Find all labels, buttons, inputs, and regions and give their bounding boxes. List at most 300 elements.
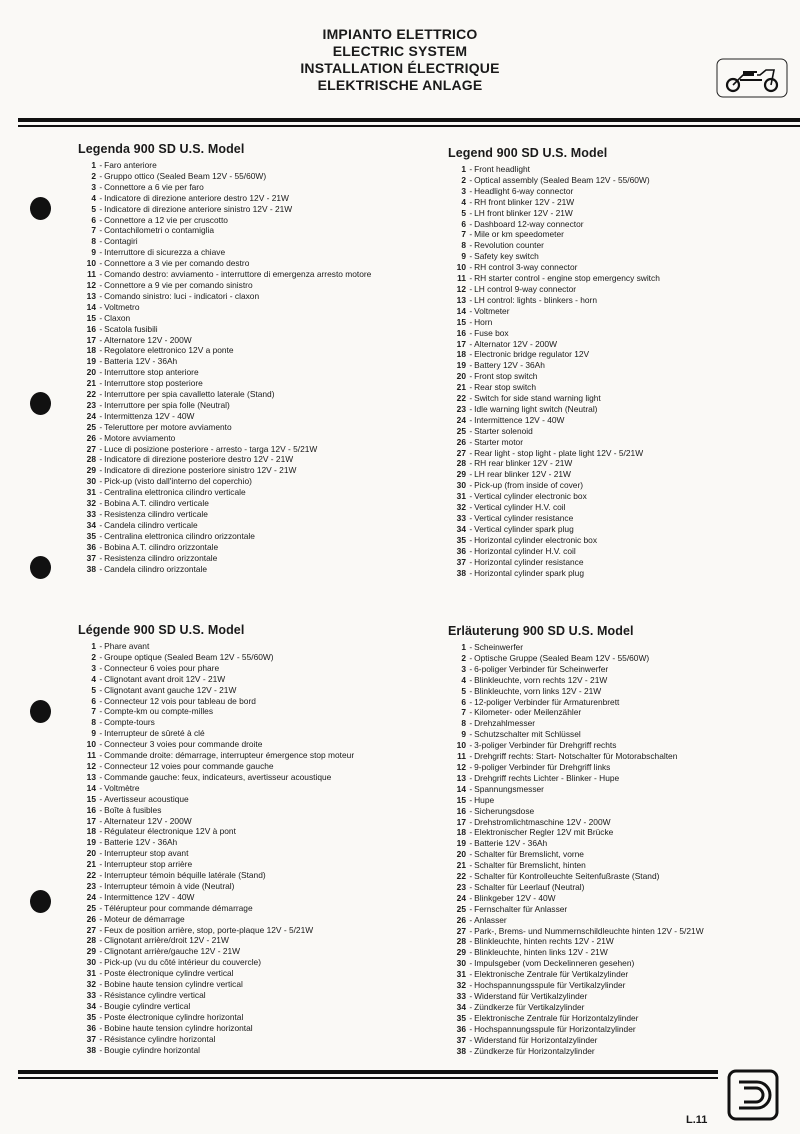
legend-item-label: Schutzschalter mit Schlüssel <box>474 729 581 740</box>
legend-item: 15 - Avertisseur acoustique <box>78 794 354 805</box>
legend-item: 30 - Pick-up (from inside of cover) <box>448 480 660 491</box>
legend-item: 4 - RH front blinker 12V - 21W <box>448 197 660 208</box>
legend-item-number: 29 <box>456 469 466 480</box>
legend-item: 35 - Elektronische Zentrale für Horizontalzylinder <box>448 1013 704 1024</box>
legend-item: 29 - Indicatore di direzione posteriore sinistro 12V - 21W <box>78 465 371 476</box>
legend-item-label: Drehgriff rechts: Start- Notschalter für Motorabschalten <box>474 751 678 762</box>
legend-item-label: Interrupteur de sûreté à clé <box>104 728 205 739</box>
legend-item-label: Front stop switch <box>474 371 538 382</box>
legend-section-italian <box>78 142 371 574</box>
legend-item-label: Drehstromlichtmaschine 12V - 200W <box>474 816 611 827</box>
legend-item-label: Régulateur électronique 12V à pont <box>104 826 236 837</box>
legend-item-number: 8 <box>461 718 466 729</box>
section-title: Legend 900 SD U.S. Model <box>448 146 608 160</box>
legend-item: 17 - Alternateur 12V - 200W <box>78 816 354 827</box>
legend-item: 1 - Phare avant <box>78 641 354 652</box>
legend-item: 12 - LH control 9-way connector <box>448 284 660 295</box>
legend-item: 23 - Idle warning light switch (Neutral) <box>448 404 660 415</box>
legend-item: 25 - Starter solenoid <box>448 426 660 437</box>
legend-item-number: 5 <box>461 207 466 218</box>
title-italian: IMPIANTO ELETTRICO <box>322 26 478 42</box>
legend-item-number: 33 <box>86 990 96 1000</box>
legend-item-number: 11 <box>87 750 96 761</box>
legend-item-number: 13 <box>86 771 96 782</box>
legend-item-label: Rear light - stop light - plate light 12V - 5/21W <box>474 447 644 458</box>
legend-item: 30 - Impulsgeber (vom Deckelinneren gesehen) <box>448 958 704 969</box>
legend-item: 30 - Pick-up (vu du côté intérieur du couvercle) <box>78 957 354 968</box>
legend-item-number: 38 <box>456 567 466 578</box>
legend-item-number: 14 <box>86 301 96 312</box>
legend-item: 30 - Pick-up (visto dall'interno del coperchio) <box>78 476 371 487</box>
legend-item: 11 - Commande droite: démarrage, interrupteur émergence stop moteur <box>78 750 354 761</box>
legend-item: 38 - Candela cilindro orizzontale <box>78 564 371 575</box>
legend-item-number: 16 <box>86 804 96 815</box>
legend-item-number: 35 <box>456 1012 466 1023</box>
legend-item-label: Front headlight <box>474 164 530 174</box>
brand-logo-icon <box>727 1069 779 1121</box>
legend-item-number: 13 <box>456 772 466 783</box>
legend-item: 34 - Bougie cylindre vertical <box>78 1001 354 1012</box>
legend-item-label: Zündkerze für Vertikalzylinder <box>474 1001 585 1012</box>
legend-item-number: 24 <box>86 410 96 421</box>
legend-item: 16 - Boîte à fusibles <box>78 805 354 816</box>
legend-item: 34 - Zündkerze für Vertikalzylinder <box>448 1002 704 1013</box>
legend-item-number: 28 <box>456 458 466 469</box>
legend-item: 14 - Voltmeter <box>448 306 660 317</box>
legend-item-number: 36 <box>456 545 466 556</box>
legend-item-number: 12 <box>86 760 96 771</box>
legend-item-label: Télérupteur pour commande démarrage <box>104 902 253 913</box>
legend-item-label: Blinkleuchte, hinten links 12V - 21W <box>474 947 608 958</box>
legend-item: 20 - Interrupteur stop avant <box>78 848 354 859</box>
section-title: Légende 900 SD U.S. Model <box>78 623 245 637</box>
legend-item-label: Revolution counter <box>474 240 544 251</box>
legend-item-label: Optical assembly (Sealed Beam 12V - 55/60W) <box>474 174 650 185</box>
legend-item-number: 19 <box>456 360 466 371</box>
legend-item-label: Comando sinistro: luci - indicatori - claxon <box>104 290 260 301</box>
legend-item-number: 4 <box>461 196 466 207</box>
legend-item-label: Connecteur 6 voies pour phare <box>104 662 220 673</box>
legend-item-number: 30 <box>456 480 466 491</box>
legend-item-label: Moteur de démarrage <box>104 913 185 924</box>
legend-item-number: 5 <box>461 685 466 696</box>
legend-item-label: Avertisseur acoustique <box>104 793 189 804</box>
legend-item-label: Connettore a 12 vie per cruscotto <box>104 214 228 225</box>
legend-item-label: Connecteur 12 voies pour commande gauche <box>104 760 274 771</box>
legend-item-label: Commande droite: démarrage, interrupteur émergence stop moteur <box>104 750 355 761</box>
legend-item-number: 21 <box>456 860 466 871</box>
legend-item-label: Clignotant arrière/gauche 12V - 21W <box>104 946 241 957</box>
legend-item-label: Blinkleuchte, vorn links 12V - 21W <box>474 685 602 696</box>
legend-item-number: 29 <box>86 465 96 476</box>
legend-item-label: Feux de position arrière, stop, porte-plaque 12V - 5/21W <box>104 924 314 935</box>
legend-item-number: 14 <box>456 305 466 316</box>
legend-item-label: LH rear blinker 12V - 21W <box>474 469 571 480</box>
legend-item-number: 4 <box>461 674 466 685</box>
legend-item-label: Scheinwerfer <box>474 642 524 652</box>
legend-item-label: Bobine haute tension cylindre vertical <box>104 979 243 990</box>
legend-item-number: 11 <box>457 751 466 762</box>
legend-item: 26 - Moteur de démarrage <box>78 914 354 925</box>
legend-section-german <box>448 624 704 1056</box>
legend-item: 25 - Teleruttore per motore avviamento <box>78 422 371 433</box>
legend-item-label: Connettore a 3 vie per comando destro <box>104 258 250 269</box>
legend-item-label: Contagiri <box>104 236 138 247</box>
legend-item-label: Voltmeter <box>474 305 510 316</box>
legend-item-label: Boîte à fusibles <box>104 804 162 815</box>
legend-item-number: 20 <box>456 371 466 382</box>
binder-hole <box>30 890 51 913</box>
legend-item: 38 - Bougie cylindre horizontal <box>78 1045 354 1056</box>
legend-item: 24 - Intermittence 12V - 40W <box>78 892 354 903</box>
legend-item-label: Centralina elettronica cilindro orizzontale <box>104 530 255 541</box>
legend-item-number: 26 <box>86 432 96 443</box>
legend-item: 32 - Bobine haute tension cylindre vertical <box>78 979 354 990</box>
legend-item-number: 34 <box>456 523 466 534</box>
legend-item: 27 - Feux de position arrière, stop, porte-plaque 12V - 5/21W <box>78 925 354 936</box>
legend-item-label: Fernschalter für Anlasser <box>474 903 568 914</box>
legend-item: 12 - Connecteur 12 voies pour commande gauche <box>78 761 354 772</box>
legend-item: 27 - Luce di posizione posteriore - arresto - targa 12V - 5/21W <box>78 444 371 455</box>
legend-item: 6 - 12-poliger Verbinder für Armaturenbrett <box>448 697 704 708</box>
legend-item-number: 4 <box>91 192 96 203</box>
legend-item-number: 3 <box>91 662 96 673</box>
legend-item: 23 - Interrupteur témoin à vide (Neutral) <box>78 881 354 892</box>
legend-item-label: Dashboard 12-way connector <box>474 218 584 229</box>
legend-item-label: Clignotant arrière/droit 12V - 21W <box>104 935 229 946</box>
legend-item: 18 - Electronic bridge regulator 12V <box>448 349 660 360</box>
legend-item-label: Résistance cylindre vertical <box>104 990 206 1000</box>
legend-item-label: Vertical cylinder H.V. coil <box>474 502 566 513</box>
legend-item-label: Drehzahlmesser <box>474 718 536 729</box>
legend-item-label: Groupe optique (Sealed Beam 12V - 55/60W) <box>104 651 274 662</box>
legend-item: 15 - Hupe <box>448 795 704 806</box>
legend-item-number: 24 <box>456 892 466 903</box>
legend-item-number: 33 <box>456 991 466 1001</box>
legend-item-label: Voltmètre <box>104 782 140 793</box>
legend-item: 28 - Clignotant arrière/droit 12V - 21W <box>78 935 354 946</box>
legend-item-number: 11 <box>87 269 96 280</box>
legend-item: 37 - Horizontal cylinder resistance <box>448 557 660 568</box>
legend-item-label: LH control: lights - blinkers - horn <box>474 294 598 305</box>
legend-item: 17 - Drehstromlichtmaschine 12V - 200W <box>448 817 704 828</box>
legend-item: 9 - Interruttore di sicurezza a chiave <box>78 247 371 258</box>
legend-item: 1 - Faro anteriore <box>78 160 371 171</box>
legend-item: 11 - Comando destro: avviamento - interruttore di emergenza arresto motore <box>78 269 371 280</box>
legend-item: 28 - Indicatore di direzione posteriore destro 12V - 21W <box>78 454 371 465</box>
legend-item-number: 12 <box>456 283 466 294</box>
legend-item-label: Gruppo ottico (Sealed Beam 12V - 55/60W) <box>104 170 267 181</box>
legend-item-label: Pick-up (visto dall'interno del coperchio) <box>104 476 252 487</box>
legend-item-number: 20 <box>456 849 466 860</box>
legend-item-label: Motore avviamento <box>104 432 176 443</box>
section-title: Erläuterung 900 SD U.S. Model <box>448 624 634 638</box>
legend-item: 36 - Horizontal cylinder H.V. coil <box>448 546 660 557</box>
legend-item: 8 - Revolution counter <box>448 240 660 251</box>
legend-item: 14 - Voltmetro <box>78 302 371 313</box>
page-header <box>0 26 800 94</box>
legend-item-number: 28 <box>86 935 96 946</box>
legend-item-number: 27 <box>456 447 466 458</box>
legend-item-label: Intermittenza 12V - 40W <box>104 410 195 421</box>
legend-item-number: 24 <box>86 891 96 902</box>
legend-item-label: Intermittence 12V - 40W <box>474 414 565 425</box>
legend-item-label: Interruttore stop posteriore <box>104 378 203 389</box>
legend-item-label: Clignotant avant droit 12V - 21W <box>104 673 226 684</box>
legend-item-label: Interruttore per spia folle (Neutral) <box>104 399 230 410</box>
legend-item: 7 - Mile or km speedometer <box>448 229 660 240</box>
legend-list <box>78 160 371 574</box>
legend-item-label: Centralina elettronica cilindro verticale <box>104 487 246 498</box>
legend-item: 26 - Starter motor <box>448 437 660 448</box>
legend-item-number: 27 <box>86 924 96 935</box>
legend-item: 35 - Centralina elettronica cilindro orizzontale <box>78 531 371 542</box>
legend-item-number: 7 <box>91 225 96 236</box>
legend-item-label: Schalter für Kontrolleuchte Seitenfußraste (Stand) <box>474 871 660 882</box>
legend-item-number: 35 <box>456 534 466 545</box>
legend-item-number: 11 <box>457 273 466 284</box>
legend-item-label: Battery 12V - 36Ah <box>474 360 545 371</box>
legend-item-label: Alternatore 12V - 200W <box>104 334 192 345</box>
binder-hole <box>30 556 51 579</box>
legend-item-label: Commande gauche: feux, indicateurs, avertisseur acoustique <box>104 771 332 782</box>
legend-item-label: Resistenza cilindro verticale <box>104 509 208 519</box>
legend-item-label: Interrupteur témoin béquille latérale (Stand) <box>104 870 266 881</box>
legend-item-number: 22 <box>456 871 466 882</box>
legend-item-label: Schalter für Bremslicht, vorne <box>474 849 584 860</box>
legend-item: 34 - Vertical cylinder spark plug <box>448 524 660 535</box>
legend-item: 36 - Hochspannungsspule für Horizontalzylinder <box>448 1024 704 1035</box>
legend-item-number: 19 <box>86 356 96 367</box>
legend-item-label: Elektronische Zentrale für Vertikalzylinder <box>474 969 629 980</box>
legend-item-label: Electronic bridge regulator 12V <box>474 349 590 360</box>
legend-item-label: Starter motor <box>474 436 523 447</box>
legend-item-number: 12 <box>456 761 466 772</box>
legend-item: 18 - Elektronischer Regler 12V mit Brücke <box>448 827 704 838</box>
legend-item: 8 - Compte-tours <box>78 717 354 728</box>
legend-item-number: 27 <box>86 443 96 454</box>
legend-item-label: Horizontal cylinder electronic box <box>474 534 598 545</box>
legend-item: 11 - Drehgriff rechts: Start- Notschalter für Motorabschalten <box>448 751 704 762</box>
legend-item-number: 1 <box>461 164 466 174</box>
motorcycle-icon <box>716 58 788 98</box>
legend-item-label: Widerstand für Horizontalzylinder <box>474 1034 598 1045</box>
legend-item-number: 25 <box>86 421 96 432</box>
legend-item-number: 3 <box>461 663 466 674</box>
legend-item: 19 - Batterie 12V - 36Ah <box>78 837 354 848</box>
legend-item-number: 36 <box>86 541 96 552</box>
legend-item: 29 - LH rear blinker 12V - 21W <box>448 469 660 480</box>
legend-item: 13 - Commande gauche: feux, indicateurs, avertisseur acoustique <box>78 772 354 783</box>
legend-item-number: 17 <box>86 334 96 345</box>
legend-item-label: Phare avant <box>104 641 150 651</box>
legend-item-label: Sicherungsdose <box>474 805 535 816</box>
legend-item-label: Indicatore di direzione posteriore destro 12V - 21W <box>104 454 294 465</box>
legend-item: 5 - Blinkleuchte, vorn links 12V - 21W <box>448 686 704 697</box>
legend-item-number: 33 <box>86 509 96 519</box>
legend-item: 14 - Spannungsmesser <box>448 784 704 795</box>
legend-item-label: Candela cilindro orizzontale <box>104 563 208 574</box>
legend-item: 10 - 3-poliger Verbinder für Drehgriff rechts <box>448 740 704 751</box>
legend-item-number: 32 <box>456 502 466 513</box>
legend-item: 7 - Kilometer- oder Meilenzähler <box>448 707 704 718</box>
legend-item-label: Blinkleuchte, hinten rechts 12V - 21W <box>474 936 614 947</box>
legend-item-number: 6 <box>461 218 466 229</box>
legend-item-label: Contachilometri o contamiglia <box>104 225 214 236</box>
legend-item-number: 35 <box>86 530 96 541</box>
legend-item: 25 - Fernschalter für Anlasser <box>448 904 704 915</box>
legend-item: 9 - Interrupteur de sûreté à clé <box>78 728 354 739</box>
legend-item-label: Elektronische Zentrale für Horizontalzylinder <box>474 1012 639 1023</box>
legend-item-number: 33 <box>456 513 466 523</box>
legend-item: 19 - Battery 12V - 36Ah <box>448 360 660 371</box>
legend-item-number: 23 <box>86 880 96 891</box>
legend-item-label: Blinkleuchte, vorn rechts 12V - 21W <box>474 674 608 685</box>
legend-item-label: Blinkgeber 12V - 40W <box>474 892 556 903</box>
legend-item: 10 - Connecteur 3 voies pour commande droite <box>78 739 354 750</box>
legend-item-label: 3-poliger Verbinder für Drehgriff rechts <box>474 740 617 751</box>
legend-item-label: Comando destro: avviamento - interruttore di emergenza arresto motore <box>104 269 372 280</box>
legend-item: 38 - Horizontal cylinder spark plug <box>448 568 660 579</box>
legend-item-number: 7 <box>461 229 466 240</box>
legend-item-number: 10 <box>456 740 466 751</box>
legend-item-number: 23 <box>456 881 466 892</box>
legend-item-label: Anlasser <box>474 914 507 925</box>
legend-item: 13 - Comando sinistro: luci - indicatori - claxon <box>78 291 371 302</box>
legend-item-number: 36 <box>86 1022 96 1033</box>
legend-item-number: 24 <box>456 414 466 425</box>
legend-item: 31 - Elektronische Zentrale für Vertikalzylinder <box>448 969 704 980</box>
legend-item: 24 - Blinkgeber 12V - 40W <box>448 893 704 904</box>
legend-item-number: 6 <box>461 696 466 707</box>
legend-item-number: 20 <box>86 848 96 859</box>
legend-item-label: Compte-km ou compte-milles <box>104 706 214 717</box>
legend-item-label: RH front blinker 12V - 21W <box>474 196 575 207</box>
legend-item-label: Headlight 6-way connector <box>474 185 574 196</box>
legend-item-label: Poste électronique cylindre vertical <box>104 968 234 979</box>
title-french: INSTALLATION ÉLECTRIQUE <box>300 60 500 76</box>
legend-item-label: Bobina A.T. cilindro verticale <box>104 498 209 509</box>
legend-item-number: 31 <box>456 491 466 502</box>
legend-item-number: 19 <box>456 838 466 849</box>
legend-item-number: 16 <box>456 805 466 816</box>
section-title: Legenda 900 SD U.S. Model <box>78 142 245 156</box>
legend-item: 24 - Intermittenza 12V - 40W <box>78 411 371 422</box>
legend-item: 5 - Indicatore di direzione anteriore sinistro 12V - 21W <box>78 204 371 215</box>
legend-item: 9 - Safety key switch <box>448 251 660 262</box>
legend-item-number: 37 <box>86 552 96 563</box>
legend-item-number: 16 <box>86 323 96 334</box>
legend-item-number: 31 <box>86 487 96 498</box>
legend-item: 33 - Résistance cylindre vertical <box>78 990 354 1001</box>
legend-item-number: 17 <box>456 816 466 827</box>
legend-item-number: 17 <box>456 338 466 349</box>
legend-item-number: 10 <box>86 258 96 269</box>
legend-item-number: 37 <box>456 1034 466 1045</box>
legend-item-label: Alternator 12V - 200W <box>474 338 557 349</box>
legend-item: 15 - Horn <box>448 317 660 328</box>
legend-item-number: 27 <box>456 925 466 936</box>
legend-item: 12 - 9-poliger Verbinder für Drehgriff links <box>448 762 704 773</box>
legend-item-number: 2 <box>461 652 466 663</box>
legend-item: 36 - Bobine haute tension cylindre horizontal <box>78 1023 354 1034</box>
title-german: ELEKTRISCHE ANLAGE <box>317 77 483 93</box>
legend-item: 18 - Regolatore elettronico 12V a ponte <box>78 345 371 356</box>
binder-hole <box>30 392 51 415</box>
legend-item-number: 34 <box>456 1001 466 1012</box>
legend-item-label: Vertical cylinder electronic box <box>474 491 587 502</box>
legend-item-label: Interrupteur stop arrière <box>104 859 193 870</box>
legend-item-number: 21 <box>86 378 96 389</box>
legend-item: 5 - LH front blinker 12V - 21W <box>448 208 660 219</box>
legend-item-number: 9 <box>91 728 96 739</box>
legend-item-label: Horizontal cylinder resistance <box>474 556 584 567</box>
legend-item-label: Batteria 12V - 36Ah <box>104 356 178 367</box>
legend-item: 25 - Télérupteur pour commande démarrage <box>78 903 354 914</box>
legend-item: 28 - Blinkleuchte, hinten rechts 12V - 21W <box>448 936 704 947</box>
legend-item-label: RH starter control - engine stop emergency switch <box>474 273 660 284</box>
legend-item-label: Poste électronique cylindre horizontal <box>104 1011 244 1022</box>
legend-item-label: Rear stop switch <box>474 382 537 393</box>
legend-item: 37 - Widerstand für Horizontalzylinder <box>448 1035 704 1046</box>
legend-item-number: 29 <box>456 947 466 958</box>
legend-item-label: Hochspannungsspule für Vertikalzylinder <box>474 980 626 991</box>
legend-item-label: Switch for side stand warning light <box>474 393 601 404</box>
legend-item-label: Scatola fusibili <box>104 323 158 334</box>
legend-item-label: Kilometer- oder Meilenzähler <box>474 707 582 718</box>
legend-item-label: Clignotant avant gauche 12V - 21W <box>104 684 237 695</box>
legend-item-label: Widerstand für Vertikalzylinder <box>474 991 588 1001</box>
legend-item-label: Spannungsmesser <box>474 783 544 794</box>
legend-item-number: 3 <box>91 181 96 192</box>
legend-item: 3 - Headlight 6-way connector <box>448 186 660 197</box>
legend-item-number: 22 <box>86 870 96 881</box>
legend-item-number: 14 <box>86 782 96 793</box>
legend-item: 6 - Connecteur 12 vois pour tableau de bord <box>78 696 354 707</box>
legend-item-number: 34 <box>86 519 96 530</box>
legend-item-label: Claxon <box>104 312 131 323</box>
legend-item-label: 12-poliger Verbinder für Armaturenbrett <box>474 696 620 707</box>
legend-item: 21 - Interruttore stop posteriore <box>78 378 371 389</box>
legend-item-number: 8 <box>91 717 96 728</box>
legend-item: 7 - Contachilometri o contamiglia <box>78 225 371 236</box>
legend-item-number: 30 <box>86 476 96 487</box>
legend-item-number: 10 <box>86 739 96 750</box>
legend-item-label: Connecteur 12 vois pour tableau de bord <box>104 695 256 706</box>
legend-item-label: Indicatore di direzione anteriore sinistro 12V - 21W <box>104 203 293 214</box>
legend-item-number: 2 <box>91 170 96 181</box>
legend-item: 19 - Batterie 12V - 36Ah <box>448 838 704 849</box>
legend-item-number: 28 <box>456 936 466 947</box>
legend-item-number: 20 <box>86 367 96 378</box>
legend-item-number: 15 <box>456 316 466 327</box>
legend-item: 8 - Contagiri <box>78 236 371 247</box>
legend-item: 1 - Front headlight <box>448 164 660 175</box>
legend-item: 23 - Schalter für Leerlauf (Neutral) <box>448 882 704 893</box>
legend-item-number: 8 <box>461 240 466 251</box>
legend-item-number: 6 <box>91 695 96 706</box>
legend-item-number: 15 <box>456 794 466 805</box>
legend-item-number: 35 <box>86 1011 96 1022</box>
legend-item: 15 - Claxon <box>78 313 371 324</box>
legend-item-label: Vertical cylinder resistance <box>474 513 574 523</box>
legend-item-number: 37 <box>86 1033 96 1044</box>
legend-item-number: 16 <box>456 327 466 338</box>
legend-item-number: 21 <box>86 859 96 870</box>
legend-item: 5 - Clignotant avant gauche 12V - 21W <box>78 685 354 696</box>
legend-item-number: 10 <box>456 262 466 273</box>
legend-item-number: 38 <box>456 1045 466 1056</box>
